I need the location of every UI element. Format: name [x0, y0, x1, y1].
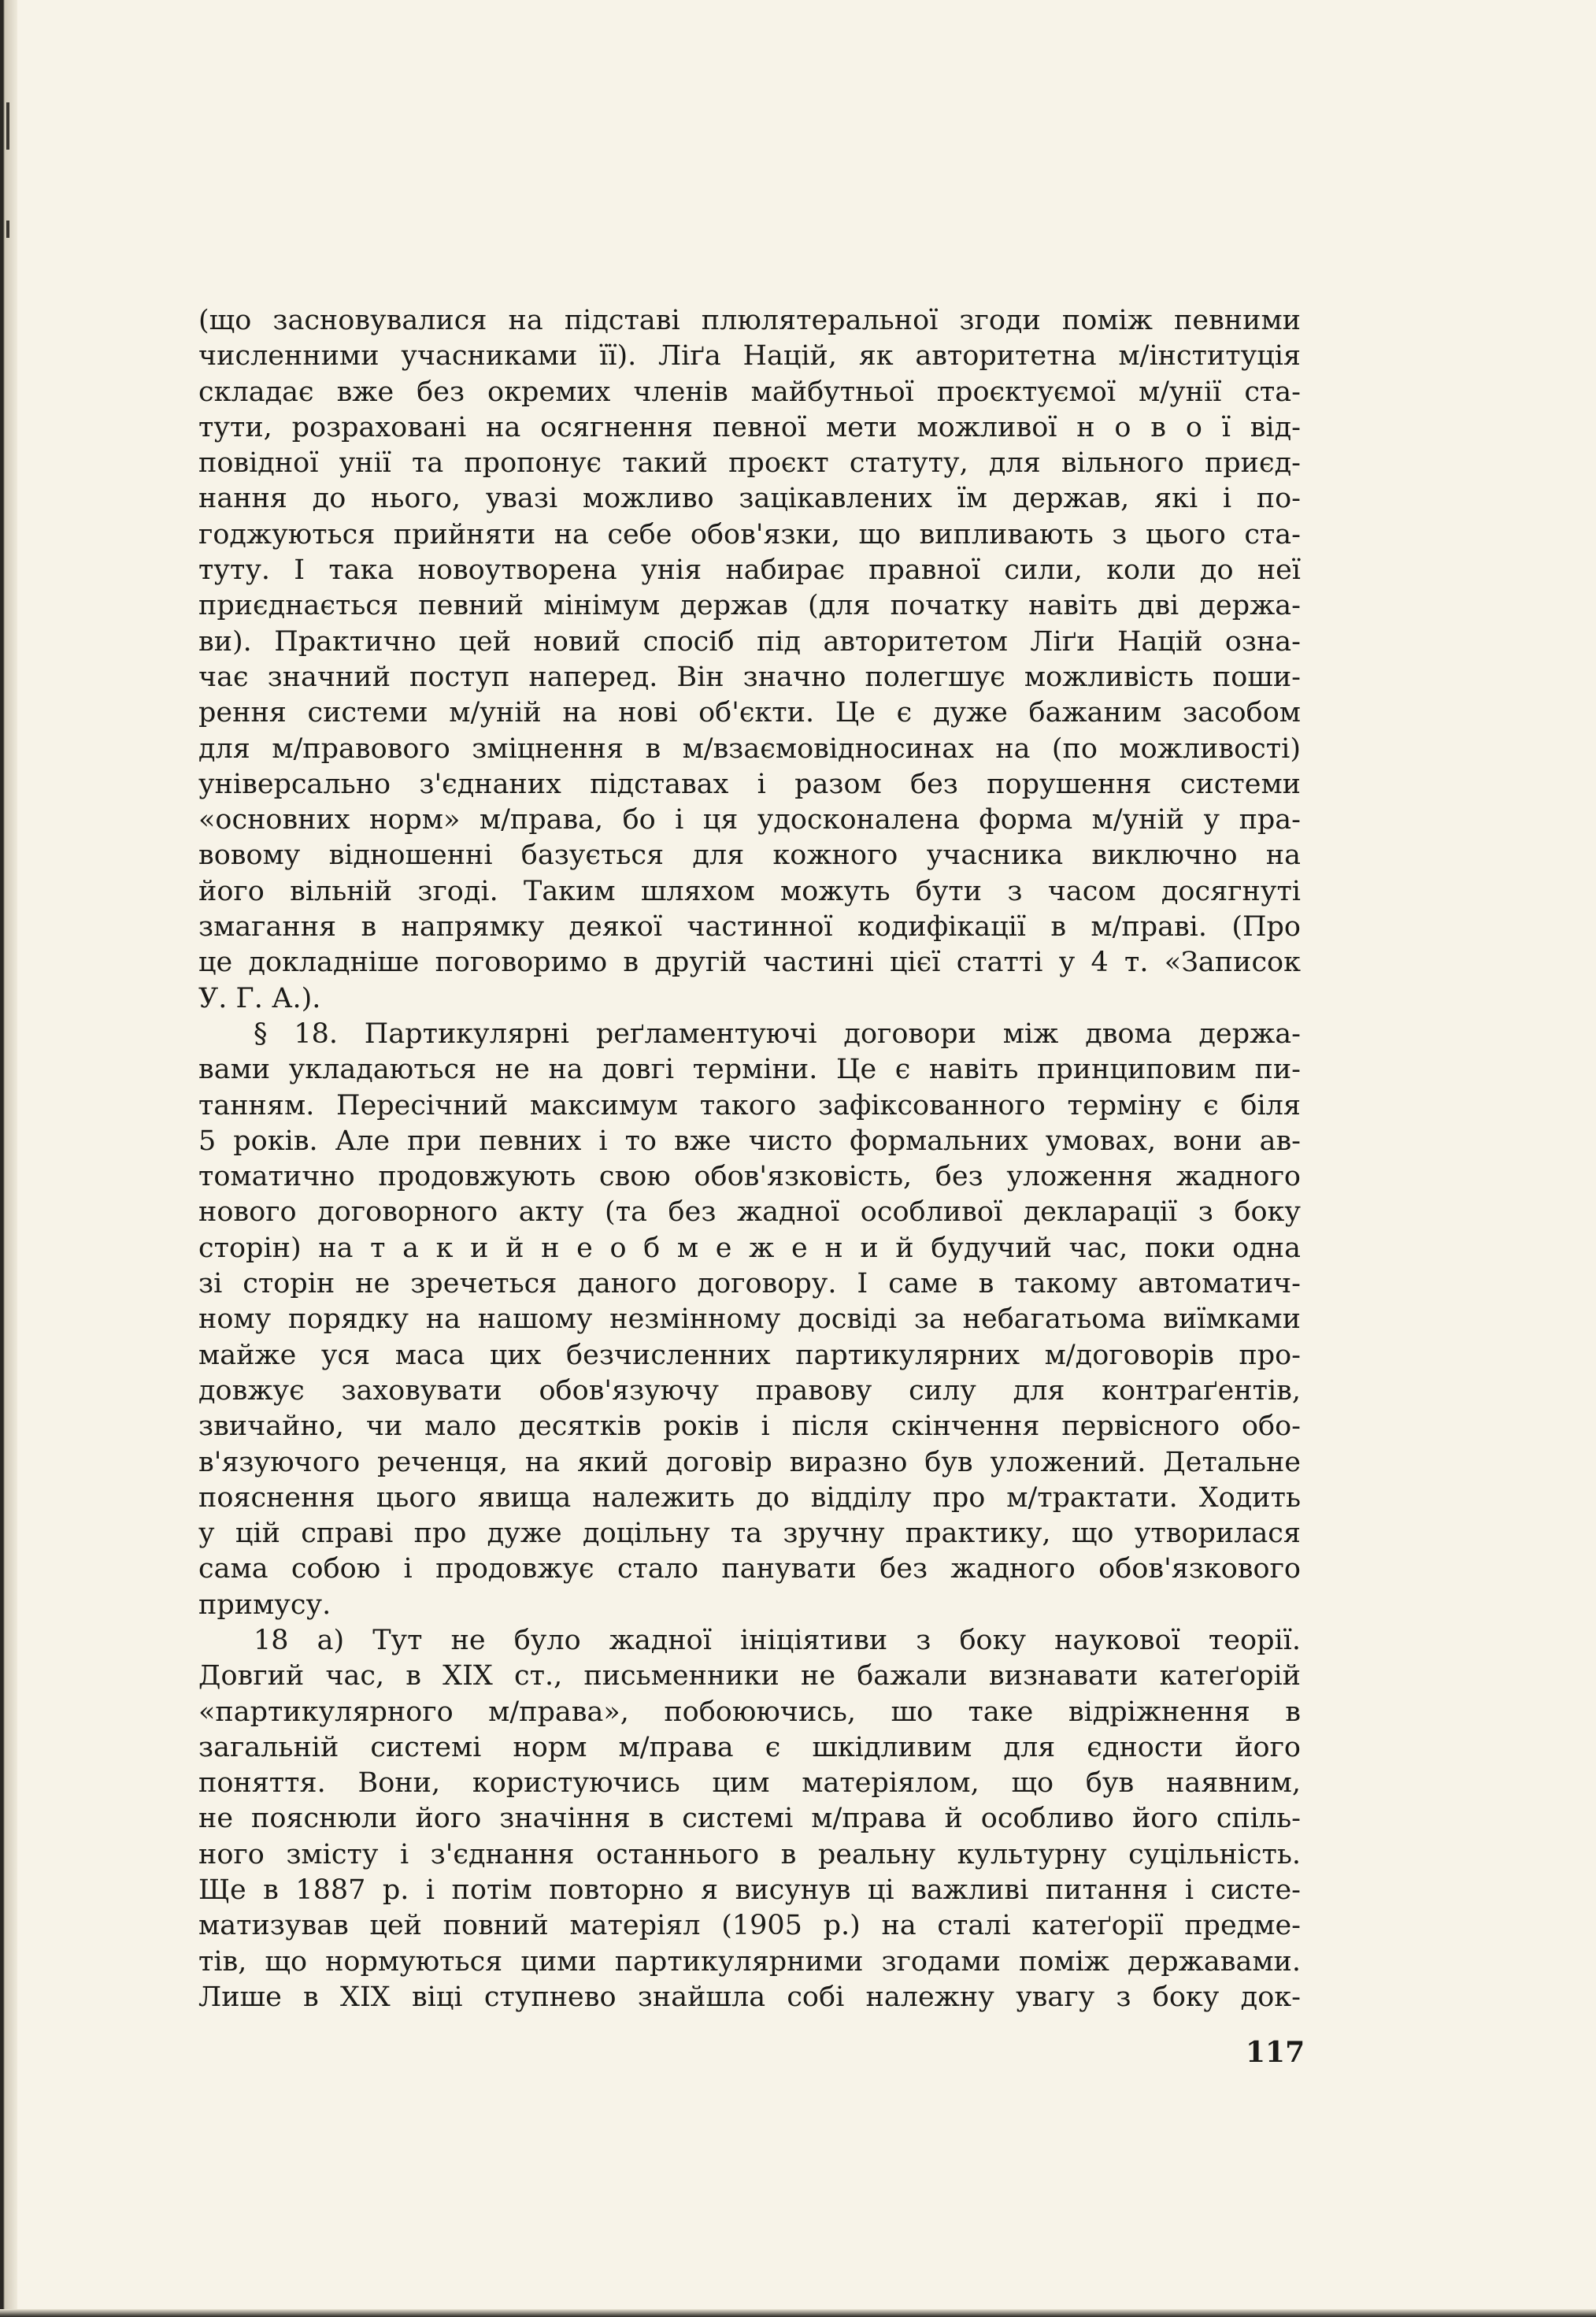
- text-line: рення системи м/уній на нові об'єкти. Це є дуже бажаним засобом: [198, 697, 1301, 729]
- text-line: нового договорного акту (та без жадної особливої декларації з боку: [198, 1196, 1301, 1229]
- paragraph-start-line: § 18. Партикулярні реґламентуючі договори між двома держа-: [254, 1018, 1301, 1050]
- body-text: [198, 303, 1301, 2015]
- scan-bottom-edge: [0, 2309, 1596, 2317]
- text-line: для м/правового зміцнення в м/взаємовідносинах на (по можливості): [198, 732, 1301, 765]
- text-line: 5 років. Але при певних і то вже чисто формальних умовах, вони ав-: [198, 1125, 1301, 1157]
- text-line: матизував цей повний матеріял (1905 р.) на сталі катеґорії предме-: [198, 1910, 1301, 1942]
- text-line: у цій справі про дуже доцільну та зручну практику, що утворилася: [198, 1518, 1301, 1550]
- text-line: ви). Практично цей новий спосіб під авторитетом Ліґи Націй озна-: [198, 625, 1301, 658]
- text-line: це докладніше поговоримо в другій частині цієї статті у 4 т. «Записок: [198, 947, 1301, 979]
- text-line: його вільній згоді. Таким шляхом можуть бути з часом досягнуті: [198, 875, 1301, 907]
- text-line: майже уся маса цих безчисленних партикулярних м/договорів про-: [198, 1339, 1301, 1371]
- text-line: Довгий час, в XIX ст., письменники не бажали визнавати катеґорій: [198, 1660, 1301, 1692]
- text-line: універсально з'єднаних підставах і разом без порушення системи: [198, 768, 1301, 800]
- text-line: приєднається певний мінімум держав (для початку навіть дві держа-: [198, 590, 1301, 622]
- text-line: танням. Пересічний максимум такого зафіксованного терміну є біля: [198, 1089, 1301, 1121]
- text-line: У. Г. А.).: [198, 982, 321, 1014]
- scan-edge-mark: [6, 102, 9, 150]
- paragraph-start-line: 18 а) Тут не було жадної ініціятиви з боку наукової теорії.: [254, 1624, 1301, 1656]
- text-line: примусу.: [198, 1589, 331, 1621]
- text-line: нання до нього, увазі можливо зацікавлених їм держав, які і по-: [198, 483, 1301, 515]
- text-line: складає вже без окремих членів майбутньої проєктуємої м/унії ста-: [198, 376, 1301, 408]
- scan-edge-mark: [6, 221, 9, 238]
- text-line: звичайно, чи мало десятків років і після скінчення первісного обо-: [198, 1411, 1301, 1443]
- text-line: пояснення цього явища належить до відділу про м/трактати. Ходить: [198, 1481, 1301, 1514]
- text-line: довжує заховувати обов'язуючу правову силу для контраґентів,: [198, 1374, 1301, 1407]
- text-line: повідної унії та пропонує такий проєкт статуту, для вільного приєд-: [198, 447, 1301, 480]
- text-line: сама собою і продовжує стало панувати без жадного обов'язкового: [198, 1553, 1301, 1585]
- page-number: 117: [1246, 2036, 1305, 2069]
- text-line: Ще в 1887 р. і потім повторно я висунув ці важливі питання і систе-: [198, 1874, 1301, 1907]
- text-line: змагання в напрямку деякої частинної кодифікації в м/праві. (Про: [198, 911, 1301, 943]
- text-line: чає значний поступ наперед. Він значно полегшує можливість поши-: [198, 661, 1301, 693]
- text-line: вами укладаються не на довгі терміни. Це є навіть принциповим пи-: [198, 1054, 1301, 1086]
- text-line: в'язуючого реченця, на який договір виразно був уложений. Детальне: [198, 1446, 1301, 1478]
- text-line: вовому відношенні базується для кожного учасника виключно на: [198, 840, 1301, 872]
- text-line: не пояснюли його значіння в системі м/права й особливо його спіль-: [198, 1803, 1301, 1835]
- text-line: Лише в XIX віці ступнево знайшла собі належну увагу з боку док-: [198, 1981, 1301, 2013]
- text-line: зі сторін не зречеться даного договору. І саме в такому автоматич-: [198, 1268, 1301, 1300]
- text-line: годжуються прийняти на себе обов'язки, що випливають з цього ста-: [198, 518, 1301, 551]
- scan-left-edge: [0, 0, 17, 2317]
- text-line: загальній системі норм м/права є шкідливим для єдности його: [198, 1731, 1301, 1763]
- text-line: численними учасниками її). Ліґа Націй, як авторитетна м/інституція: [198, 340, 1301, 373]
- text-line: ного змісту і з'єднання останнього в реальну культурну суцільність.: [198, 1838, 1301, 1870]
- text-line: «партикулярного м/права», побоюючись, шо таке відріжнення в: [198, 1696, 1301, 1728]
- text-line: «основних норм» м/права, бо і ця удосконалена форма м/уній у пра-: [198, 804, 1301, 836]
- text-line: поняття. Вони, користуючись цим матеріялом, що був наявним,: [198, 1767, 1301, 1800]
- text-line: тів, що нормуються цими партикулярними згодами поміж державами.: [198, 1945, 1301, 1978]
- text-line: (що засновувалися на підставі плюлятеральної згоди поміж певними: [198, 305, 1301, 336]
- text-line: тути, розраховані на осягнення певної мети можливої н о в о ї від-: [198, 411, 1301, 443]
- text-line: сторін) на т а к и й н е о б м е ж е н и й будучий час, поки одна: [198, 1232, 1301, 1264]
- text-line: туту. І така новоутворена унія набирає правної сили, коли до неї: [198, 554, 1301, 587]
- text-line: томатично продовжують свою обов'язковість, без уложення жадного: [198, 1161, 1301, 1193]
- text-line: ному порядку на нашому незмінному досвіді за небагатьома виїмками: [198, 1303, 1301, 1336]
